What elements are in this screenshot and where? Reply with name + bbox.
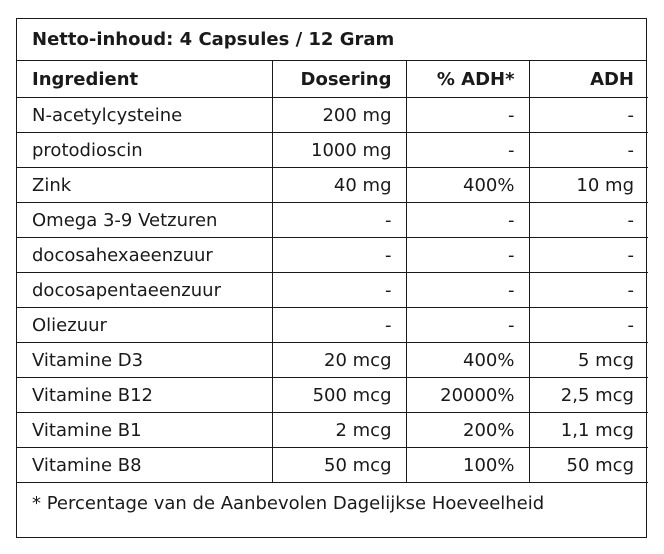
cell-pct-adh: - xyxy=(406,273,529,308)
cell-adh: 10 mg xyxy=(529,168,648,203)
cell-adh: - xyxy=(529,238,648,273)
cell-adh: 2,5 mcg xyxy=(529,378,648,413)
cell-adh: 50 mcg xyxy=(529,448,648,483)
cell-pct-adh: 20000% xyxy=(406,378,529,413)
cell-pct-adh: 100% xyxy=(406,448,529,483)
cell-adh: 5 mcg xyxy=(529,343,648,378)
table-row xyxy=(17,98,648,133)
table-row xyxy=(17,448,648,483)
header-row xyxy=(17,61,648,98)
cell-pct-adh: 400% xyxy=(406,168,529,203)
nutrition-facts-panel xyxy=(16,18,647,538)
table-row xyxy=(17,378,648,413)
table-row xyxy=(17,203,648,238)
cell-pct-adh: - xyxy=(406,308,529,343)
table-row xyxy=(17,413,648,448)
cell-ingredient: Omega 3-9 Vetzuren xyxy=(17,203,272,238)
cell-dosering: 200 mg xyxy=(272,98,406,133)
cell-ingredient: docosahexaeenzuur xyxy=(17,238,272,273)
cell-dosering: - xyxy=(272,273,406,308)
table-row xyxy=(17,238,648,273)
cell-adh: - xyxy=(529,98,648,133)
cell-adh: - xyxy=(529,308,648,343)
cell-ingredient: N-acetylcysteine xyxy=(17,98,272,133)
cell-pct-adh: - xyxy=(406,238,529,273)
cell-pct-adh: - xyxy=(406,133,529,168)
cell-ingredient: Zink xyxy=(17,168,272,203)
cell-ingredient: Vitamine B1 xyxy=(17,413,272,448)
table-row xyxy=(17,133,648,168)
table-row xyxy=(17,168,648,203)
table-row xyxy=(17,343,648,378)
cell-dosering: 2 mcg xyxy=(272,413,406,448)
cell-dosering: - xyxy=(272,238,406,273)
table-row xyxy=(17,308,648,343)
cell-dosering: 500 mcg xyxy=(272,378,406,413)
cell-adh: 1,1 mcg xyxy=(529,413,648,448)
cell-dosering: 20 mcg xyxy=(272,343,406,378)
header-dosering: Dosering xyxy=(272,61,406,98)
cell-adh: - xyxy=(529,203,648,238)
cell-ingredient: Vitamine B8 xyxy=(17,448,272,483)
header-ingredient: Ingredient xyxy=(17,61,272,98)
cell-adh: - xyxy=(529,133,648,168)
cell-adh: - xyxy=(529,273,648,308)
table-row xyxy=(17,273,648,308)
cell-pct-adh: - xyxy=(406,98,529,133)
cell-dosering: 50 mcg xyxy=(272,448,406,483)
cell-pct-adh: 200% xyxy=(406,413,529,448)
header-pct-adh: % ADH* xyxy=(406,61,529,98)
cell-pct-adh: - xyxy=(406,203,529,238)
footnote: * Percentage van de Aanbevolen Dagelijkse Hoeveelheid xyxy=(32,493,545,514)
cell-ingredient: Vitamine D3 xyxy=(17,343,272,378)
cell-dosering: 40 mg xyxy=(272,168,406,203)
header-adh: ADH xyxy=(529,61,648,98)
cell-pct-adh: 400% xyxy=(406,343,529,378)
ingredients-table xyxy=(17,61,648,483)
cell-dosering: - xyxy=(272,308,406,343)
cell-dosering: 1000 mg xyxy=(272,133,406,168)
cell-ingredient: docosapentaeenzuur xyxy=(17,273,272,308)
table-body xyxy=(17,98,648,483)
cell-ingredient: Oliezuur xyxy=(17,308,272,343)
cell-ingredient: protodioscin xyxy=(17,133,272,168)
cell-dosering: - xyxy=(272,203,406,238)
cell-ingredient: Vitamine B12 xyxy=(17,378,272,413)
panel-title: Netto-inhoud: 4 Capsules / 12 Gram xyxy=(17,19,646,61)
